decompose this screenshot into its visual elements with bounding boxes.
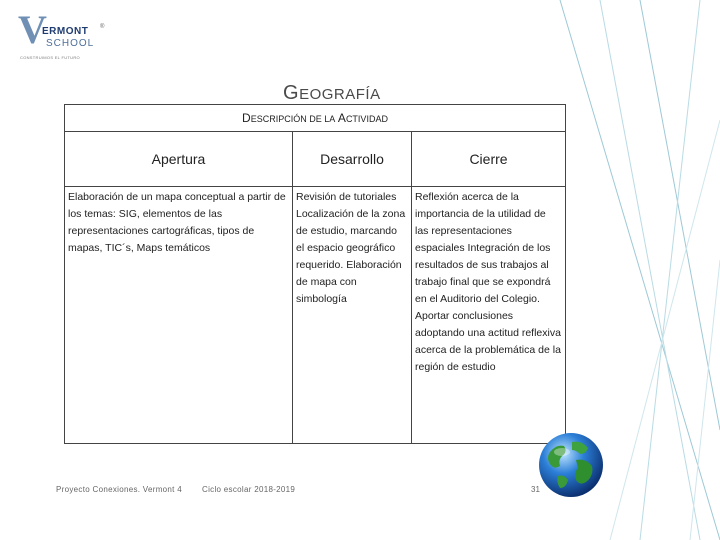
table-header (65, 105, 566, 132)
header-d: D (242, 111, 251, 125)
header-a: A (337, 111, 346, 125)
logo-registered: ® (100, 24, 105, 30)
logo-word-vermont: ERMONT (42, 26, 89, 37)
title-first-letter: G (283, 82, 300, 104)
logo-tagline: CONSTRUIMOS EL FUTURO (20, 55, 80, 60)
cell-cierre: Reflexión acerca de la importancia de la utilidad de las representaciones espaciales Integración de los resultados de sus trabajos al trabajo final que se expondrá en el Auditorio del Colegio. Aportar conclusiones adoptando una actitud reflexiva acerca de la problemática de la región de estudio (412, 187, 566, 444)
cell-apertura: Elaboración de un mapa conceptual a partir de los temas: SIG, elementos de las representaciones cartográficas, tipos de mapas, TIC´s, Maps temáticos (65, 187, 293, 444)
cell-desarrollo: Revisión de tutoriales Localización de la zona de estudio, marcando el espacio geográfico requerido. Elaboración de mapa con simbología (293, 187, 412, 444)
globe-icon (536, 430, 606, 500)
column-header-apertura: Apertura (65, 132, 293, 187)
page-title (283, 82, 381, 105)
activity-table (64, 104, 566, 444)
footer-school-year: Ciclo escolar 2018-2019 (202, 485, 296, 494)
page-number: 31 (531, 485, 540, 494)
logo-word-school: SCHOOL (46, 38, 95, 49)
column-header-desarrollo: Desarrollo (293, 132, 412, 187)
logo-letter: V (18, 7, 47, 52)
logo-image (14, 7, 105, 66)
column-header-cierre: Cierre (412, 132, 566, 187)
header-escripcion: ESCRIPCIÓN DE LA (250, 114, 336, 124)
header-ctividad: CTIVIDAD (345, 114, 388, 124)
title-rest: EOGRAFÍA (299, 86, 381, 103)
footer-project: Proyecto Conexiones. Vermont 4 (56, 485, 182, 494)
